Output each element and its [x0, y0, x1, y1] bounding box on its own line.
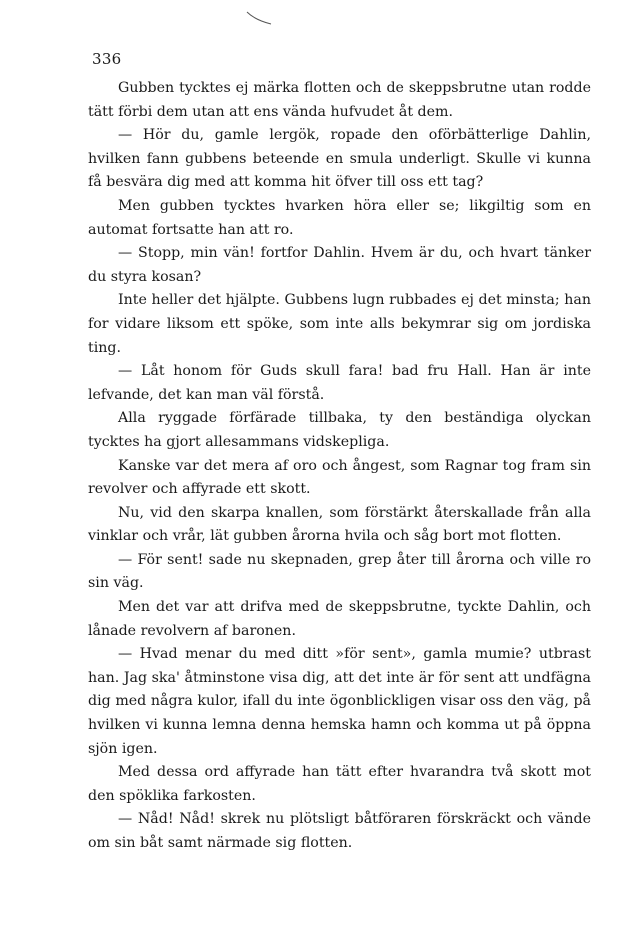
paragraph: Men det var att drifva med de skeppsbrutne, tyckte Dahlin, och lånade revolvern af baronen. [88, 599, 591, 639]
paragraph: Gubben tycktes ej märka flotten och de skeppsbrutne utan rodde tätt förbi dem utan att ens vända hufvudet åt dem. [88, 80, 591, 120]
paragraph: Alla ryggade förfärade tillbaka, ty den beständiga olyckan tycktes ha gjort allesammans vidskepliga. [88, 410, 591, 450]
paragraph: — Hvad menar du med ditt »för sent», gamla mumie? utbrast han. Jag ska' åtminstone visa dig, att det inte är för sent att undfägna dig med några kulor, ifall du inte ögonblickligen visar oss den väg, på hvilken vi kunna lemna denna hemska hamn och komma ut på öppna sjön igen. [88, 646, 591, 757]
paragraph: Nu, vid den skarpa knallen, som förstärkt återskallade från alla vinklar och vrår, lät gubben årorna hvila och såg bort mot flotten. [88, 504, 591, 545]
paragraph: Men gubben tycktes hvarken höra eller se; likgiltig som en automat fortsatte han att ro. [88, 197, 591, 238]
paragraph: Kanske var det mera af oro och ångest, som Ragnar tog fram sin revolver och affyrade ett skott. [88, 457, 591, 498]
paragraph: — För sent! sade nu skepnaden, grep åter till årorna och ville ro sin väg. [88, 551, 591, 592]
paragraph: — Stopp, min vän! fortfor Dahlin. Hvem är du, och hvart tänker du styra kosan? [88, 245, 591, 285]
scan-mark-icon [245, 8, 275, 26]
paragraph: Inte heller det hjälpte. Gubbens lugn rubbades ej det minsta; han for vidare liksom ett spöke, som inte alls bekymrar sig om jordiska ting. [88, 292, 591, 356]
paragraph: — Låt honom för Guds skull fara! bad fru Hall. Han är inte lefvande, det kan man väl förstå. [88, 363, 591, 403]
paragraph: Med dessa ord affyrade han tätt efter hvarandra två skott mot den spöklika farkosten. [88, 764, 591, 804]
paragraph: — Nåd! Nåd! skrek nu plötsligt båtföraren förskräckt och vände om sin båt samt närmade sig flotten. [88, 811, 591, 851]
paragraph: — Hör du, gamle lergök, ropade den oförbätterlige Dahlin, hvilken fann gubbens beteende en smula underligt. Skulle vi kunna få besvära dig med att komma hit öfver till oss ett tag? [88, 127, 591, 191]
page-number: 336 [92, 50, 122, 68]
body-text [88, 77, 591, 856]
